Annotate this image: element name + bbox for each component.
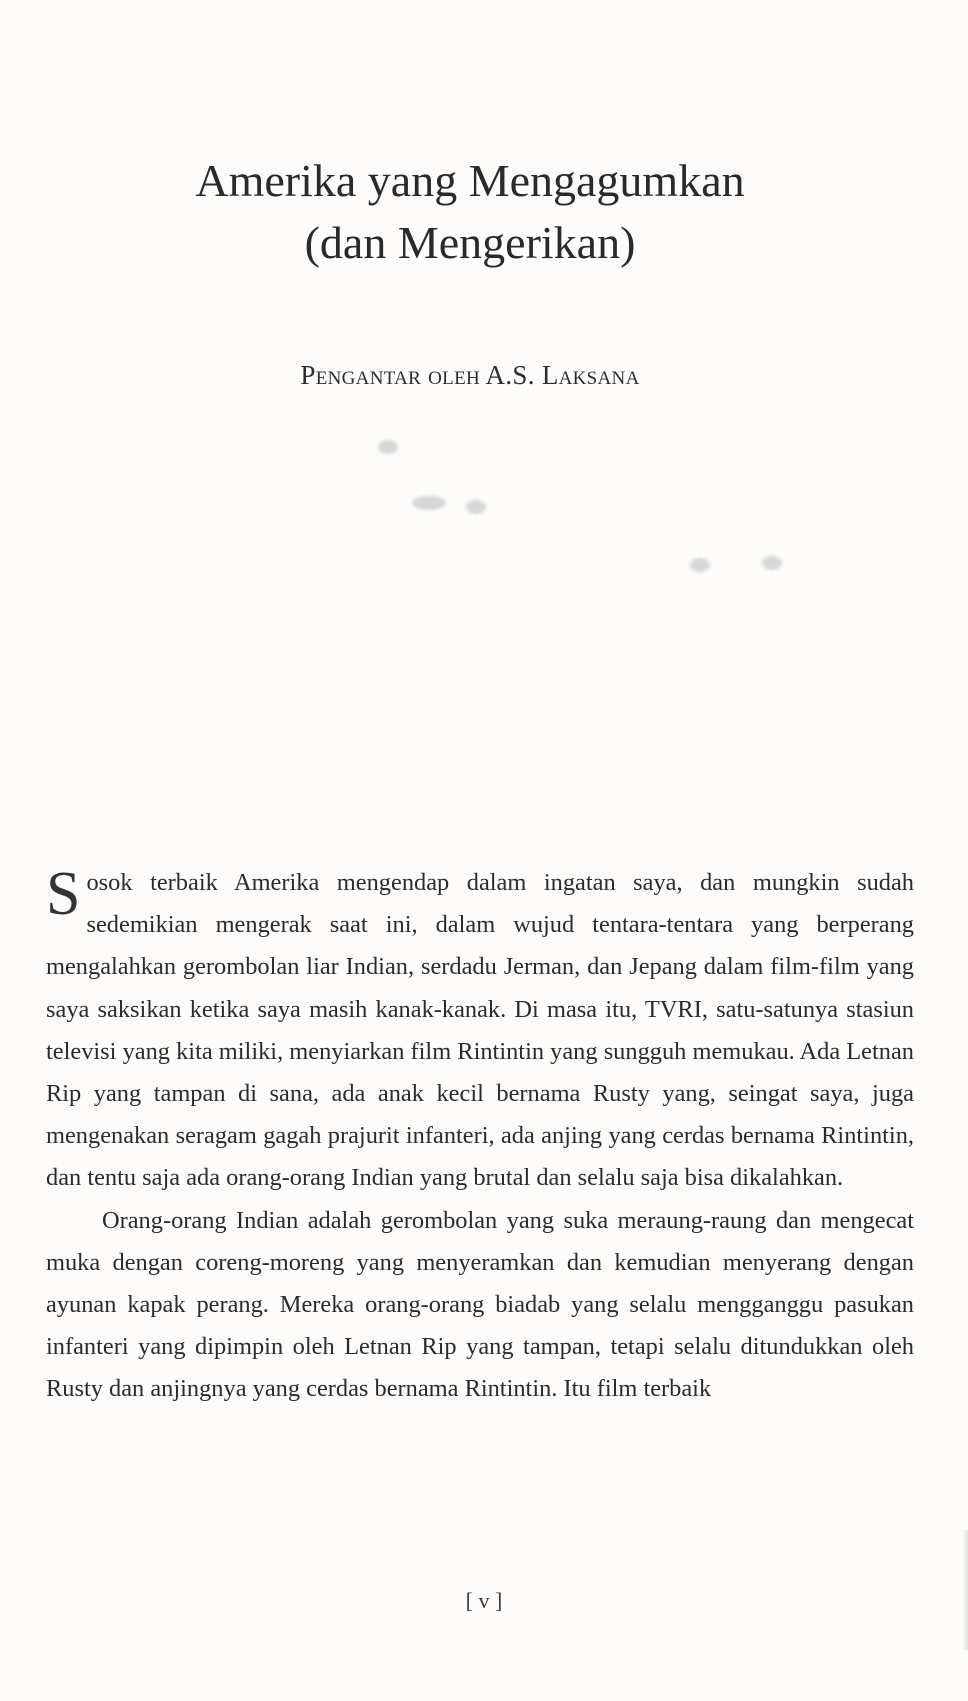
paragraph-1	[46, 862, 914, 1200]
drop-cap: S	[46, 860, 81, 928]
chapter-subtitle: Pengantar oleh A.S. Laksana	[300, 360, 640, 390]
paragraph-2: Orang-orang Indian adalah gerombolan yang suka meraung-raung dan mengecat muka dengan coreng-moreng yang menyeramkan dan kemudian menyerang dengan ayunan kapak perang. Mereka orang-orang biadab yang selalu mengganggu pasukan infanteri yang dipimpin oleh Letnan Rip yang tampan, tetapi selalu ditundukkan oleh Rusty dan anjingnya yang cerdas bernama Rintintin. Itu film terbaik	[46, 1206, 914, 1403]
chapter-title-line-1: Amerika yang Mengagumkan	[195, 155, 745, 206]
page-edge-shadow	[962, 1530, 968, 1650]
body-text	[46, 862, 914, 1411]
paragraph-1-text: osok terbaik Amerika mengendap dalam ingatan saya, dan mungkin sudah sedemikian mengerak saat ini, dalam wujud tentara-tentara yang berperang mengalahkan gerombolan liar Indian, serdadu Jerman, dan Jepang dalam film-film yang saya saksikan ketika saya masih kanak-kanak. Di masa itu, TVRI, satu-satunya stasiun televisi yang kita miliki, menyiarkan film Rintintin yang sungguh memukau. Ada Letnan Rip yang tampan di sana, ada anak kecil bernama Rusty yang, seingat saya, juga mengenakan seragam gagah prajurit infanteri, ada anjing yang cerdas bernama Rintintin, dan tentu saja ada orang-orang Indian yang brutal dan selalu saja bisa dikalahkan.	[46, 869, 914, 1192]
ink-smudge	[378, 440, 398, 454]
ink-smudge	[690, 558, 710, 572]
ink-smudge	[762, 556, 782, 570]
chapter-title-line-2: (dan Mengerikan)	[304, 217, 636, 268]
ink-smudge	[466, 500, 486, 514]
chapter-title	[0, 150, 940, 274]
ink-smudge	[412, 496, 446, 510]
page-number: [ v ]	[465, 1588, 503, 1613]
